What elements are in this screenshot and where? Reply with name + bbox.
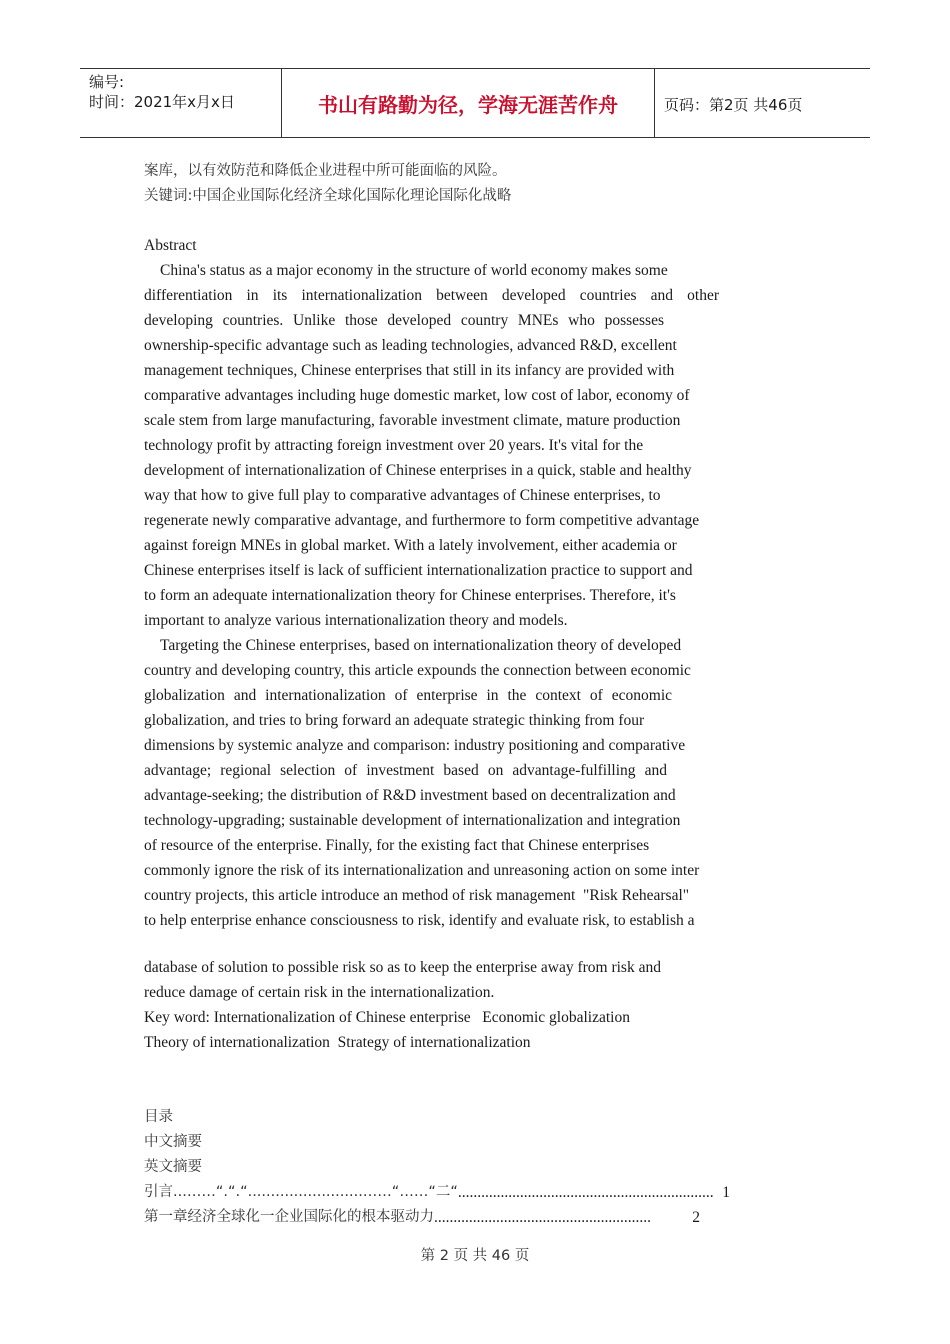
abstract-p1-line: management techniques, Chinese enterprises that still in its infancy are provided with — [144, 362, 675, 379]
abstract-p1-line: technology profit by attracting foreign investment over 20 years. It's vital for the — [144, 437, 644, 454]
toc-leader: ........................................................ — [434, 1209, 651, 1226]
header-divider-right — [654, 69, 655, 137]
abstract-p2-line: of resource of the enterprise. Finally, for the existing fact that Chinese enterprises — [144, 837, 650, 854]
abstract-p1-line: to form an adequate internationalization theory for Chinese enterprises. Therefore, it's — [144, 587, 676, 604]
abstract-p1-line: way that how to give full play to comparative advantages of Chinese enterprises, to — [144, 487, 661, 504]
abstract-p1-line: developing countries. Unlike those developed country MNEs who possesses — [144, 312, 664, 329]
header-page-label: 页码：第2页 共46页 — [664, 96, 803, 114]
zh-continuation — [144, 159, 719, 209]
page-footer: 第 2 页 共 46 页 — [420, 1248, 530, 1264]
toc-entry-title: 第一章经济全球化一企业国际化的根本驱动力 — [144, 1209, 434, 1225]
header-motto: 书山有路勤为径，学海无涯苦作舟 — [318, 93, 618, 117]
page-header — [80, 68, 870, 138]
abstract-p2-line: technology-upgrading; sustainable development of internationalization and integration — [144, 812, 681, 829]
abstract-keywords-cont: Theory of internationalization Strategy of internationalization — [144, 1034, 531, 1051]
abstract-p1-line: China's status as a major economy in the structure of world economy makes some — [160, 262, 668, 279]
abstract-continuation — [144, 955, 719, 1055]
abstract-p2-line: dimensions by systemic analyze and comparison: industry positioning and comparative — [144, 737, 686, 754]
abstract-p2-line: to help enterprise enhance consciousness to risk, identify and evaluate risk, to establish a — [144, 912, 695, 929]
abstract-p1-line: differentiation in its internationalization between developed countries and other — [144, 287, 719, 304]
toc-entry-chapter1[interactable] — [144, 1205, 700, 1230]
abstract-p1-line: ownership-specific advantage such as leading technologies, advanced R&D, excellent — [144, 337, 677, 354]
toc-item-zh-abstract[interactable]: 中文摘要 — [144, 1134, 202, 1150]
abstract-p3-line: database of solution to possible risk so as to keep the enterprise away from risk and — [144, 959, 661, 976]
zh-keywords: 关键词:中国企业国际化经济全球化国际化理论国际化战略 — [144, 188, 512, 204]
toc-entry-intro[interactable] — [144, 1180, 730, 1205]
abstract-p2-line: advantage-seeking; the distribution of R&D investment based on decentralization and — [144, 787, 676, 804]
abstract-p2-line: globalization, and tries to bring forward an adequate strategic thinking from four — [144, 712, 645, 729]
zh-line: 案库，以有效防范和降低企业进程中所可能面临的风险。 — [144, 163, 507, 179]
abstract-heading: Abstract — [144, 237, 197, 254]
abstract-keywords: Key word: Internationalization of Chinese enterprise Economic globalization — [144, 1009, 630, 1026]
table-of-contents — [144, 1105, 730, 1230]
toc-leader: .................................................................. — [457, 1184, 714, 1201]
abstract-p2-line: commonly ignore the risk of its internationalization and unreasoning action on some inter — [144, 862, 700, 879]
abstract-p1-line: Chinese enterprises itself is lack of sufficient internationalization practice to support and — [144, 562, 693, 579]
header-time-label: 时间：2021年x月x日 — [89, 93, 235, 111]
abstract-p2-line: globalization and internationalization of enterprise in the context of economic — [144, 687, 672, 704]
abstract-p3-line: reduce damage of certain risk in the internationalization. — [144, 984, 495, 1001]
abstract-p2-line: country projects, this article introduce an method of risk management "Risk Rehearsal" — [144, 887, 690, 904]
abstract-p1-line: important to analyze various internationalization theory and models. — [144, 612, 568, 629]
toc-entry-page: 1 — [722, 1184, 730, 1201]
header-meta — [89, 72, 279, 112]
toc-heading: 目录 — [144, 1109, 173, 1125]
abstract-section — [144, 233, 719, 933]
abstract-p2-line: Targeting the Chinese enterprises, based on internationalization theory of developed — [160, 637, 682, 654]
abstract-p2-line: country and developing country, this article expounds the connection between economic — [144, 662, 691, 679]
toc-entry-page: 2 — [692, 1209, 700, 1226]
toc-entry-title: 引言...……“.“.“.........................……“……“二“ — [144, 1184, 458, 1200]
abstract-p1-line: against foreign MNEs in global market. With a lately involvement, either academia or — [144, 537, 677, 554]
abstract-p2-line: advantage; regional selection of investment based on advantage-fulfilling and — [144, 762, 667, 779]
abstract-p1-line: comparative advantages including huge domestic market, low cost of labor, economy of — [144, 387, 690, 404]
abstract-p1-line: regenerate newly comparative advantage, and furthermore to form competitive advantage — [144, 512, 700, 529]
header-code-label: 编号: — [89, 73, 125, 91]
abstract-p1-line: scale stem from large manufacturing, favorable investment climate, mature production — [144, 412, 681, 429]
toc-item-en-abstract[interactable]: 英文摘要 — [144, 1159, 202, 1175]
abstract-p1-line: development of internationalization of Chinese enterprises in a quick, stable and healthy — [144, 462, 692, 479]
